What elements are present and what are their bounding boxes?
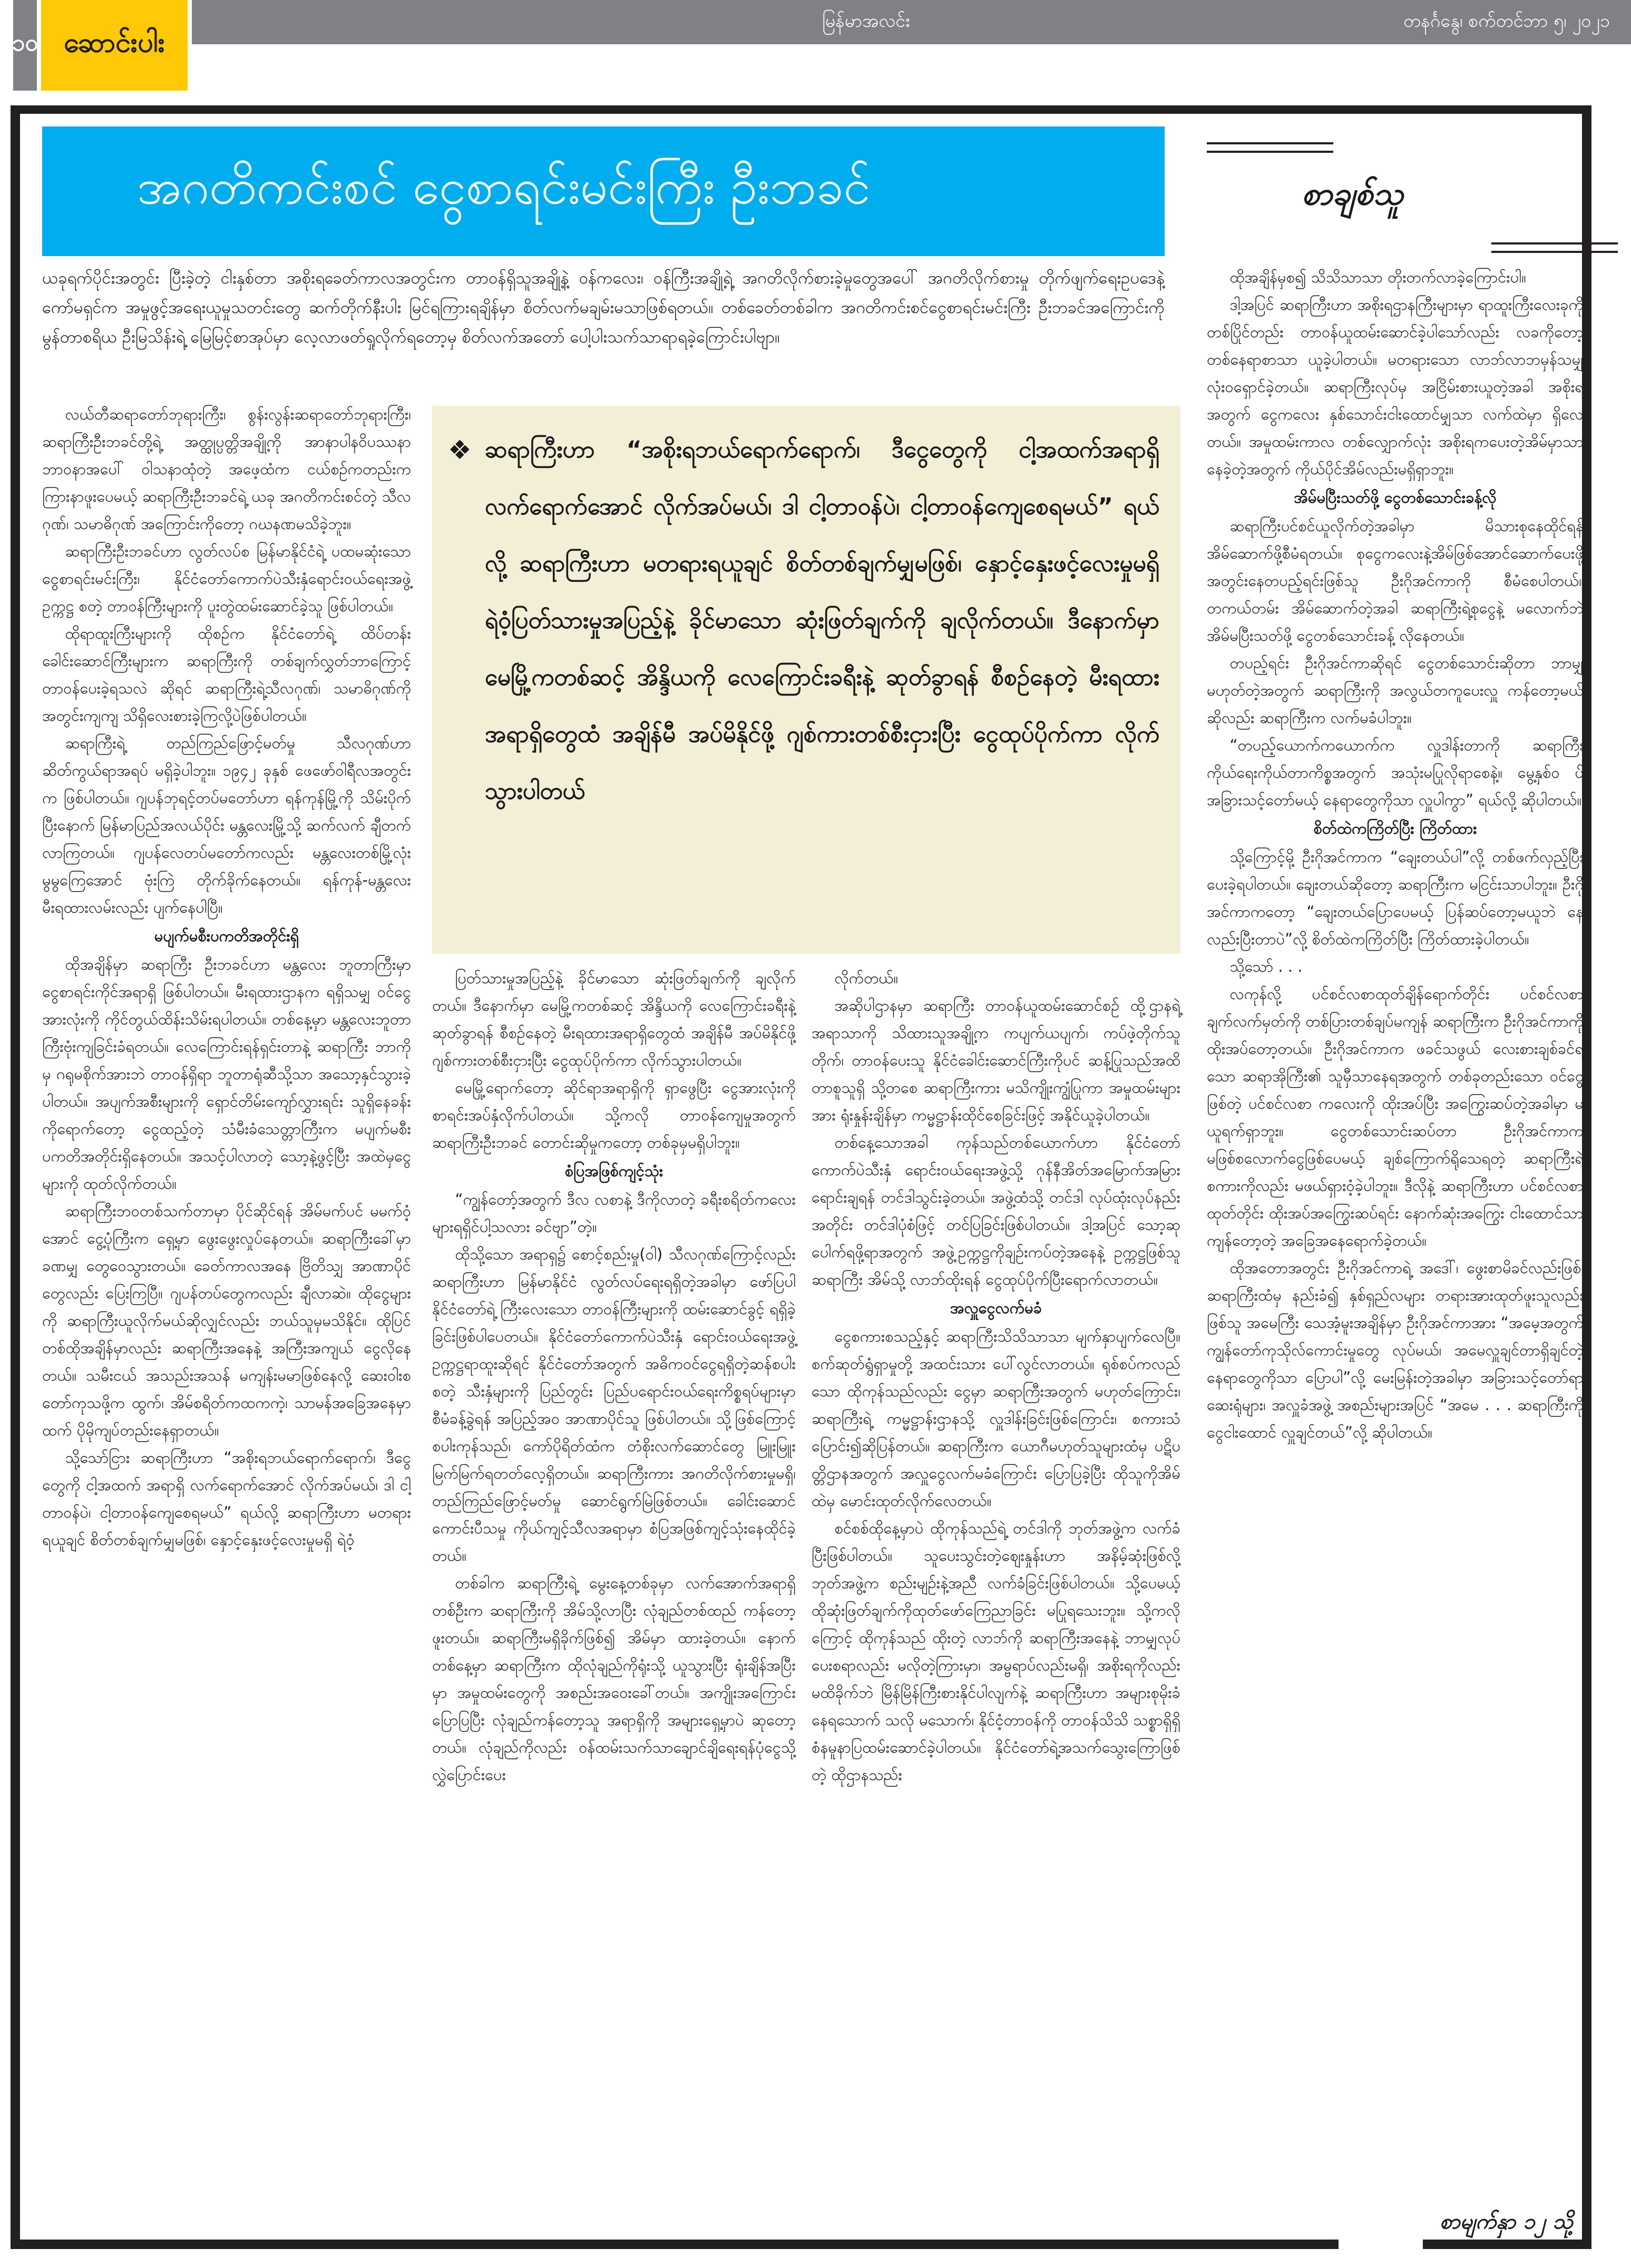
paragraph: ဆရာကြီးဦးဘခင်ဟာ လွတ်လပ်စ မြန်မာနိုင်ငံရဲ့ ပထမဆုံးသောငွေစာရင်းမင်းကြီး၊ နိုင်ငံတော်ကောက်ပဲသီးနှံရောင်းဝယ်ရေးအဖွဲ့ဥက္ကဋ္ဌ စတဲ့ တာဝန်ကြီးများကို ပူးတွဲထမ်းဆောင်ခဲ့သူ ဖြစ်ပါတယ်။ [42,542,411,615]
column-1 [42,400,411,1553]
paragraph: ဆရာကြီးဘဝတစ်သက်တာမှာ ပိုင်ဆိုင်ရန် အိမ်မက်ပင် မမက်ဝံ့အောင် ငွေ့ပုံကြီးက ရှေ့မှာ ဖွေးဖွေးလှုပ်နေတယ်။ ဆရာကြီးခေါ်မှာ ခဏမျှ တွေဝေသွားတယ်။ ခေတ်ကာလအနေ ဗြိတိသျှ အာဏာပိုင်တွေလည်း ပြေးကြပြီ။ ဂျပန်တပ်တွေကလည်း ချီလာဆဲ။ ထိုငွေများကို ဆရာကြီးယူလိုက်မယ်ဆိုလျှင်လည်း ဘယ်သူမှမသိနိုင်။ ထိုပြင်တစ်ထိုအချိန်မှာလည်း ဆရာကြီးအနေနဲ့ အကြီးအကျယ် ငွေလိုနေတယ်။ သမီးငယ် အသည်းအသန် မကျန်းမမာဖြစ်နေလို့ ဆေးဝါးစတော်ကုသဖို့က ထွက်၊ အိမ်စရိတ်ကထကကဲ့၊ သာမန်အခြေအနေမှာထက် ပိုမိုကျပ်တည်းနေရှာတယ်။ [42,1202,411,1439]
paragraph: မေမြို့ရောက်တော့ ဆိုင်ရာအရာရှိကို ရှာဖွေပြီး ငွေအားလုံးကို စာရင်းအပ်နှံလိုက်ပါတယ်။ သို့ကလို တာဝန်ကျေမှုအတွက် ဆရာကြီးဦးဘခင် တောင်းဆိုမှုကတော့ တစ်ခုမှမရှိပါဘူး။ [432,1079,796,1151]
column-2 [432,964,796,1788]
paragraph: လကုန်လို့ ပင်စင်လစာထုတ်ချိန်ရောက်တိုင်း ပင်စင်လစာချက်လက်မှတ်ကို တစ်ပြားတစ်ချပ်မကျန် ဆရာကြီးက ဦးဂိုအင်ကာကို ထိုးအပ်တော့တယ်။ ဦးဂိုအင်ကာက ဖခင်သဖွယ် လေးစားချစ်ခင်ရသော ဆရာအိုကြီး၏ သူမှီသာနေရအတွက် တစ်ခုတည်းသော ဝင်ငွေဖြစ်တဲ့ ပင်စင်လစာ ကလေးကို ထိုးအပ်ပြီး အကြွေးဆပ်တဲ့အခါမှာ မယူရက်ရှာဘူး။ ငွေတစ်သောင်းဆပ်တာ ဦးဂိုအင်ကာက မဖြစ်စလောက်ငွေဖြစ်ပေမယ့် ချစ်ကြောက်ရိုသေရတဲ့ ဆရာကြီးရဲ့စကားကိုလည်း မဖယ်ရှားဝံ့ခဲ့ပါဘူး။ ဒီလိုနဲ့ ဆရာကြီးဟာ ပင်စင်လစာထုတ်တိုင်း ထိုးအပ်အကြွေးဆပ်ရင်း နောက်ဆုံးအကြွေး ငါးထောင်သာ ကျန်တော့တဲ့ အခြေအနေရောက်ခဲ့တယ်။ [1207,985,1584,1249]
paper-name: မြန်မာအလင်း [822,10,910,32]
paragraph: ပြတ်သားမှုအပြည့်နဲ့ ခိုင်မာသော ဆုံးဖြတ်ချက်ကို ချလိုက်တယ်။ ဒီနောက်မှာ မေမြို့ကတစ်ဆင့် အိန္ဒိယကို လေကြောင်းခရီးနဲ့ ဆုတ်ခွာရန် စီစဉ်နေတဲ့ မီးရထားအရာရှိတွေထံ အချိန်မီ အပ်မိနိုင်ဖို့ ဂျစ်ကားတစ်စီးငှားပြီး ငွေထုပ်ပိုက်ကာ လိုက်သွားပါတယ်။ [432,969,796,1069]
paragraph: “ကျွန်တော့်အတွက် ဒီလ လစာနဲ့ ဒီကိုလာတဲ့ ခရီးစရိတ်ကလေးများရရှိင်ပါ့သလား ခင်ဗျာ”တဲ့။ [432,1190,796,1236]
paragraph: သို့ကြောင့်မို့ ဦးဂိုအင်ကာက “ချေးတယ်ပါ”လို့ တစ်ဖက်လှည့်ပြီး ပေးခဲ့ရပါတယ်။ ချေးတယ်ဆိုတော့ ဆရာကြီးက မငြင်းသာပါဘူး။ ဦးဂိုအင်ကာကတော့ “ချေးတယ်ပြောပေမယ့် ပြန်ဆပ်တော့မယူဘဲ နေလည်းပြီးတာပဲ”လို့ စိတ်ထဲကကြိတ်ပြီး ကြိတ်ထားခဲ့ပါတယ်။ [1207,848,1584,948]
paragraph: အဆိုပါဌာနမှာ ဆရာကြီး တာဝန်ယူထမ်းဆောင်စဉ် ထို့ဌာနရဲ့ အရာသာကို သိထားသူအချို့က ကပျက်ယပျက်၊ ကပ်ဖဲ့တိုက်သူတိုက်၊ တာဝန်ပေးသူ နိုင်ငံခေါင်းဆောင်ကြီးကိုပင် ဆန့်ပြုသည်အထိ တာစူသူရှိ သို့တစေ ဆရာကြီးကား မသိကျိုးကျွံပြုကာ အမှုထမ်းများအား ရုံးနှုန်းချိန်မှာ ကမ္မဋ္ဌာန်းထိုင်စေခြင်းဖြင့် အနိုင်ယူခဲ့ပါတယ်။ [812,996,1180,1124]
paragraph: သို့သော်ငြား ဆရာကြီးဟာ “အစိုးရဘယ်ရောက်ရောက်၊ ဒီငွေတွေကို ငါ့အထက် အရာရှိ လက်ရောက်အောင် လိုက်အပ်မယ်၊ ဒါ ငါ့တာဝန်ပဲ၊ ငါ့တာဝန်ကျေစေရမယ်” ရယ်လို့ ဆရာကြီးဟာ မတရားရယူချင် စိတ်တစ်ချက်မျှမဖြစ်၊ နှောင့်နှေးဖင့်လေးမှုမရှိ ရဲဝံ့ [42,1449,411,1549]
paragraph: ထိုအတောအတွင်း ဦးဂိုအင်ကာရဲ့ အဒေါ်၊ ဖွေးစာမိခင်လည်းဖြစ်၊ ဆရာကြီးထံမှ နည်းခံ၍ နှစ်ရှည်လများ တရားအားထုတ်ဖူးသူလည်းဖြစ်သူ အမေကြီး သေအံ့မူးအချိန်မှာ ဦးဂိုအင်ကာအား “အမေ့အတွက် ကျွန်တော်ကုသိုလ်ကောင်းမှုတွေ လုပ်မယ်၊ အမေလှူချင်တာရှိချင်တဲ့ နေရာတွေကိုသာ ပြောပါ”လို့ မေးမြန်းတဲ့အခါမှာ အခြားသင့်တော်ရာဆေးရုံများ၊ အလှူခံအဖွဲ့ အစည်းများအပြင် “အမေ . . . ဆရာကြီးကို ငွေငါးထောင် လှူချင်တယ်”လို့ ဆိုပါတယ်။ [1207,1259,1584,1441]
subheading: စိတ်ထဲကကြိတ်ပြီး ကြိတ်ထား [1313,819,1477,837]
divider [1207,142,1333,153]
issue-date: တနင်္ဂနွေ၊ စက်တင်ဘာ ၅၊ ၂၀၂၁ [1403,10,1610,32]
section-tag: ဆောင်းပါး [41,0,188,91]
paragraph: ဆရာကြီးပင်စင်ယူလိုက်တဲ့အခါမှာ မိသားစုနေထိုင်ရန် အိမ်ဆောက်ဖို့စီမံရတယ်။ စုငွေကလေးနဲ့အိမ်ဖြစ်အောင်ဆောက်ပေးဖို့ အတွင်းနေတပည့်ရင်းဖြစ်သူ ဦးဂိုအင်ကာကို စီမံစေပါတယ်။ တကယ်တမ်း အိမ်ဆောက်တဲ့အခါ ဆရာကြီးရဲ့စုငွေနဲ့ မလောက်ဘဲ အိမ်မပြီးသတ်ဖို့ ငွေတစ်သောင်းခန့် လိုနေတယ်။ [1207,517,1584,644]
subheading: အိမ်မပြီးသတ်ဖို့ ငွေတစ်သောင်းခန့်လို [1294,488,1497,506]
paragraph: ဆရာကြီးရဲ့ တည်ကြည်ဖြောင့်မတ်မှု သီလဂုဏ်ဟာ ဆိတ်ကွယ်ရာအရပ် မရှိခဲ့ပါဘူး။ ၁၉၄၂ ခုနှစ် ဖေဖော်ဝါရီလအတွင်းက ဖြစ်ပါတယ်။ ဂျပန်ဘုရင့်တပ်မတော်ဟာ ရန်ကုန်မြို့ကို သိမ်းပိုက်ပြီးနောက် မြန်မာပြည်အလယ်ပိုင်း မန္တလေးမြို့သို့ ဆက်လက် ချီတက်လာကြတယ်။ ဂျပန်လေတပ်မတော်ကလည်း မန္တလေးတစ်မြို့လုံး မွမွကြေအောင် ဗုံးကြဲ တိုက်ခိုက်နေတယ်။ ရန်ကုန်-မန္တလေး မီးရထားလမ်းလည်း ပျက်နေပါပြီ။ [42,734,411,916]
frame-gap [1339,2240,1423,2251]
paragraph: ထိုအချိန်မှာ ဆရာကြီး ဦးဘခင်ဟာ မန္တလေး ဘူတာကြီးမှာ ငွေစာရင်းကိုင်အရာရှိ ဖြစ်ပါတယ်။ မီးရထားဌာနက ရရှိသမျှ ဝင်ငွေအားလုံးကို ကိုင်တွယ်ထိန်းသိမ်းရပါတယ်။ တစ်နေ့မှာ မန္တလေးဘူတာကြီးဗုံးကျခြင်းခံရတယ်။ လေကြောင်းရန်ရှင်းတာနဲ့ ဆရာကြီး ဘာကိုမှ ဂရုမစိုက်အားဘဲ တာဝန်ရှိရာ ဘူတာရုံဆီသို့သာ အသော့နှင်သွားခဲ့ပါတယ်။ အပျက်အစီးများကို ရှောင်တိမ်းကျော်လွှားရင်း သူရှိနေခန်းကိုရောက်တော့ ငွေထည့်တဲ့ သံမီးခံသေတ္တာကြီးက မပျက်မစီး ပကတိအတိုင်းရှိနေတယ်။ အသင့်ပါလာတဲ့ သော့နဲ့ဖွင့်ပြီး အထဲမှငွေများကို ထုတ်လိုက်တယ်။ [42,955,411,1192]
column-4 [1207,263,1584,1446]
pull-quote [432,406,1180,954]
paragraph: တစ်ခါက ဆရာကြီးရဲ့ မွေးနေ့တစ်ခုမှာ လက်အောက်အရာရှိတစ်ဦးက ဆရာကြီးကို အိမ်သို့လာပြီး လုံချည်တစ်ထည် ကန်တော့ဖူးတယ်။ ဆရာကြီးမရှိခိုက်ဖြစ်၍ အိမ်မှာ ထားခဲ့တယ်။ နောက်တစ်နေ့မှာ ဆရာကြီးက ထိုလုံချည်ကိုရုံးသို့ ယူသွားပြီး ရုံးချိန်အပြီးမှာ အမှုထမ်းတွေကို အစည်းအဝေးခေါ်တယ်။ အကျိုးအကြောင်း ပြောပြပြီး လုံချည်ကန်တော့သူ အရာရှိကို အများရှေ့မှာပဲ ဆုတော့တယ်။ လုံချည်ကိုလည်း ဝန်ထမ်းသက်သာချောင်ချိရေးရန်ပုံငွေသို့ လွှဲပြောင်းပေး [432,1574,796,1784]
subheading: စံပြအဖြစ်ကျင့်သုံး [564,1162,663,1180]
pull-quote-text: ဆရာကြီးဟာ “အစိုးရဘယ်ရောက်ရောက်၊ ဒီငွေတွေကို ငါ့အထက်အရာရှိ လက်ရောက်အောင် လိုက်အပ်မယ်၊ ဒါ ငါ့တာဝန်ပဲ၊ ငါ့တာဝန်ကျေစေရမယ်” ရယ်လို့ ဆရာကြီးဟာ မတရားရယူချင် စိတ်တစ်ချက်မျှမဖြစ်၊ နှောင့်နှေးဖင့်လေးမှုမရှိ ရဲဝံ့ပြတ်သားမှုအပြည့်နဲ့ ခိုင်မာသော ဆုံးဖြတ်ချက်ကို ချလိုက်တယ်။ ဒီနောက်မှာ မေမြို့ကတစ်ဆင့် အိန္ဒိယကို လေကြောင်းခရီးနဲ့ ဆုတ်ခွာရန် စီစဉ်နေတဲ့ မီးရထားအရာရှိတွေထံ အချိန်မီ အပ်မိနိုင်ဖို့ ဂျစ်ကားတစ်စီးငှားပြီး ငွေထုပ်ပိုက်ကာ လိုက်သွားပါတယ် [485,436,1159,805]
subheading: အလှူငွေလက်မခံ [950,1299,1042,1317]
paragraph: ထိုသို့သော အရာရှ၌ စောင့်စည်းမှု(ဝါ) သီလဂုဏ်ကြောင့်လည်း ဆရာကြီးဟာ မြန်မာနိုင်ငံ လွတ်လပ်ရေးရရှိတဲ့အခါမှာ ဖော်ပြပါ နိုင်ငံတော်ရဲ့ ကြီးလေးသော တာဝန်ကြီးများကို ထမ်းဆောင်ခွင့် ရရှိခဲ့ခြင်းဖြစ်ပါပေတယ်။ နိုင်ငံတော်ကောက်ပဲသီးနှံ ရောင်းဝယ်ရေးအဖွဲ့ဥက္ကဋ္ဌရာထူးဆိုရင် နိုင်ငံတော်အတွက် အဓိကဝင်ငွေရရှိတဲ့ဆန်စပါးစတဲ့ သီးနှံများကို ပြည်တွင်း ပြည်ပရောင်းဝယ်ရေးကိစ္စရပ်များမှာ စီမံခန့်ခွဲရန် အပြည့်အဝ အာဏာပိုင်သူ ဖြစ်ပါတယ်။ သို့ဖြစ်ကြောင့် စပါးကုန်သည်၊ ကော်ပိုရိတ်ထံက တံစိုးလက်ဆောင်တွေ မြူးမြူးမြက်မြက်ရတတ်လေ့ရှိတယ်။ ဆရာကြီးကား အဂတိလိုက်စားမှုမရှိ၊ တည်ကြည်ဖြောင့်မတ်မှု ဆောင်ရွက်မြဲဖြစ်တယ်။ ခေါင်းဆောင်ကောင်းပီသမှု ကိုယ်ကျင့်သီလအရာမှာ စံပြအဖြစ်ကျင့်သုံးနေထိုင်ခဲ့တယ်။ [432,1245,796,1565]
paragraph: ဒါ့အပြင် ဆရာကြီးဟာ အစိုးရဌာနကြီးများမှာ ရာထူးကြီးလေးခုကို တစ်ပြိုင်တည်း တာဝန်ယူထမ်းဆောင်ခဲ့ပါသော်လည်း လခကိုတော့ တစ်နေရာစာသာ ယူခဲ့ပါတယ်။ မတရားသော လာဘ်လာဘမှန်သမျှ လုံးဝရှောင်ခဲ့တယ်။ ဆရာကြီးလုပ်မှ အငြိမ်းစားယူတဲ့အခါ အစိုးရအတွက် ငွေကလေး နှစ်သောင်းငါးထောင်မျှသာ လက်ထဲမှာ ရှိလေတယ်။ အမှုထမ်းကာလ တစ်လျှောက်လုံး အစိုးရကပေးတဲ့အိမ်မှာသာနေခဲ့တဲ့အတွက် ကိုယ်ပိုင်အိမ်လည်းမရှိရှာဘူး။ [1207,296,1584,478]
column-3 [812,964,1180,1788]
paragraph: လယ်တီဆရာတော်ဘုရားကြီး၊ စွန်းလွန်းဆရာတော်ဘုရားကြီး၊ ဆရာကြီးဦးဘခင်တို့ရဲ့ အတ္ထုပ္ပတ္တိအချို့ကို အာနာပါနဝိပဿနာ ဘာဝနာအပေါ် ဝါသနာထုံတဲ့ အဖေ့ထံက ငယ်စဉ်ကတည်းက ကြားနာဖူးပေမယ့် ဆရာကြီးဦးဘခင်ရဲ့ ယခု အဂတိကင်းစင်တဲ့ သီလဂုဏ်၊ သမာဓိဂုဏ် အကြောင်းကိုတော့ ဂဃနဏမသိခဲ့ဘူး။ [42,405,411,533]
paragraph: တပည့်ရင်း ဦးဂိုအင်ကာဆိုရင် ငွေတစ်သောင်းဆိုတာ ဘာမျှမဟုတ်တဲ့အတွက် ဆရာကြီးကို အလွယ်တကူပေးလှူ ကန်တော့မယ်ဆိုလည်း ဆရာကြီးက လက်မခံပါဘူး။ [1207,654,1584,727]
paragraph: သို့သော် . . . [1229,957,1303,975]
intro-paragraph: ယခုရက်ပိုင်းအတွင်း ပြီးခဲ့တဲ့ ငါးနှစ်တာ အစိုးရခေတ်ကာလအတွင်းက တာဝန်ရှိသူအချို့နဲ့ ဝန်ကလေး၊ ဝန်ကြီးအချို့ရဲ့ အဂတိလိုက်စားခဲ့မှုတွေအပေါ် အဂတိလိုက်စားမှု တိုက်ဖျက်ရေးဥပဒေနဲ့ကော်မရှင်က အမှုဖွင့်အရေးယူမှုသတင်းတွေ ဆက်တိုက်နီးပါး မြင်ရကြားရချိန်မှာ စိတ်လက်မချမ်းမသာဖြစ်ရတယ်။ တစ်ခေတ်တစ်ခါက အဂတိကင်းစင်ငွေစာရင်းမင်းကြီး ဦးဘခင်အကြောင်းကို မွန်တာစရိယ ဦးမြသိန်းရဲ့ မြေမြင့်စာအုပ်မှာ လေ့လာဖတ်ရှုလိုက်ရတော့မှ စိတ်လက်အတော် ပေါ့ပါးသက်သာရာရခဲ့ကြောင်းပါဗျာ။ [42,269,1165,347]
diamond-bullet-icon: ❖ [448,435,472,465]
continued-on-page: စာမျက်နှာ ၁၂ သို့ [1439,2210,1573,2234]
paragraph: လိုက်တယ်။ [834,969,898,987]
paragraph: စင်စစ်ထိုနေ့မှာပဲ ထိုကုန်သည်ရဲ့ တင်ဒါကို ဘုတ်အဖွဲ့က လက်ခံပြီးဖြစ်ပါတယ်။ သူပေးသွင်းတဲ့ဈေးနှုန်းဟာ အနိမ့်ဆုံးဖြစ်လို့ ဘုတ်အဖွဲ့က စည်းမျဉ်းနဲ့အညီ လက်ခံခြင်းဖြစ်ပါတယ်။ သို့ပေမယ့် ထိုဆုံးဖြတ်ချက်ကိုထုတ်ဖော်ကြေညာခြင်း မပြုရသေးဘူး။ သို့ကလိုကြောင့် ထိုကုန်သည် ထိုးတဲ့ လာဘ်ကို ဆရာကြီးအနေနဲ့ ဘာမျှလုပ်ပေးစရာလည်း မလိုတဲ့ကြားမှာ၊ အမ္ဗရာပ်လည်းမရှိ၊ အစိုးရကိုလည်း မထိခိုက်ဘဲ မြိန်မြိန်ကြီးစားနိုင်ပါလျက်နဲ့ ဆရာကြီးဟာ အများစုမိုးခံနေရသောက် သလို မသောက်၊ နိုင်ငံ့တာဝန်ကို တာဝန်သိသိ သစ္စာရှိရှိ စံနမူနာပြထမ်းဆောင်ခဲ့ပါတယ်။ နိုင်ငံတော်ရဲ့အသက်သွေးကြောဖြစ်တဲ့ ထိုဌာနသည်း [812,1519,1180,1784]
paragraph: ထိုရာထူးကြီးများကို ထိုစဉ်က နိုင်ငံတော်ရဲ့ ထိပ်တန်းခေါင်းဆောင်ကြီးများက ဆရာကြီးကို တစ်ချက်လွှတ်ဘာကြောင့် တာဝန်ပေးခဲ့ရသလဲ ဆိုရင် ဆရာကြီးရဲ့သီလဂုဏ်၊ သမာဓိဂုဏ်ကို အတွင်းကျကျ သိရှိလေးစားခဲ့ကြလို့ပဲဖြစ်ပါတယ်။ [42,624,411,725]
paragraph: ထိုအချိန်မှစ၍ သိသိသာသာ တိုးတက်လာခဲ့ကြောင်းပါ။ [1229,268,1526,286]
paragraph: ငွေစကားစသည့်နှင့် ဆရာကြီးသိသိသာသာ မျက်နှာပျက်လေပြီ။ စက်ဆုတ်ရွံရှာမှုတို့ အထင်းသား ပေါ်လွင်လာတယ်။ ရုစ်စပ်ကလည်သော ထိုကုန်သည်လည်း ငွေမှာ ဆရာကြီးအတွက် မဟုတ်ကြောင်း၊ ဆရာကြီးရဲ့ ကမ္မဋ္ဌာန်းဌာနသို့ လှူဒါန်းခြင်းဖြစ်ကြောင်း၊ စကားသံပြောင်း၍ဆိုပြန်တယ်။ ဆရာကြီးက ယောဂီမဟုတ်သူများထံမှ ပဋိပတ္တိဌာနအတွက် အလှူငွေလက်မခံကြောင်း ပြောပြခဲ့ပြီး ထိုသူကိုအိမ်ထဲမှ မောင်းထုတ်လိုက်လေတယ်။ [812,1327,1180,1510]
paragraph: တစ်နေ့သောအခါ ကုန်သည်တစ်ယောက်ဟာ နိုင်ငံတော်ကောက်ပဲသီးနှံ ရောင်းဝယ်ရေးအဖွဲ့သို့ ဂုန်နီအိတ်အမြောက်အမြားရောင်းချရန် တင်ဒါသွင်းခဲ့တယ်။ အဖွဲ့ထံသို့ တင်ဒါ လုပ်ထုံးလုပ်နည်းအတိုင်း တင်ဒါပုံစံဖြင့် တင်ပြခြင်းဖြစ်ပါတယ်။ ဒါ့အပြင် သော့ဆုပေါက်ရဖို့ရာအတွက် အဖွဲ့ဥက္ကဋ္ဌကိုချဉ်းကပ်တဲ့အနေနဲ့ ဥက္ကဋ္ဌဖြစ်သူ ဆရာကြီး အိမ်သို့ လာဘ်ထိုးရန် ငွေထုပ်ပိုက်ပြီးရောက်လာတယ်။ [812,1133,1180,1288]
paragraph: “တပည့်ယောက်ကယောက်က လှူဒါန်းတာကို ဆရာကြီးကိုယ်ရေးကိုယ်တာကိစ္စအတွက် အသုံးမပြုလိုရာစေနဲ့။ မွေ့နှစ်ဝ ပ်အခြားသင့်တော်မယ့် နေရာတွေကိုသာ လှူပါကွာ” ရယ်လို့ ဆိုပါတယ်။ [1207,736,1584,809]
divider [1491,242,1618,253]
headline: အဂတိကင်းစင် ငွေစာရင်းမင်းကြီး ဦးဘခင် [42,126,1165,256]
subheading: မပျက်မစီးပကတိအတိုင်းရှိ [154,927,299,945]
masthead-bar [192,0,1631,44]
author-name: စာချစ်သူ [1302,175,1404,212]
author-box [1207,121,1618,253]
page-number: ၁၀ [13,0,37,91]
